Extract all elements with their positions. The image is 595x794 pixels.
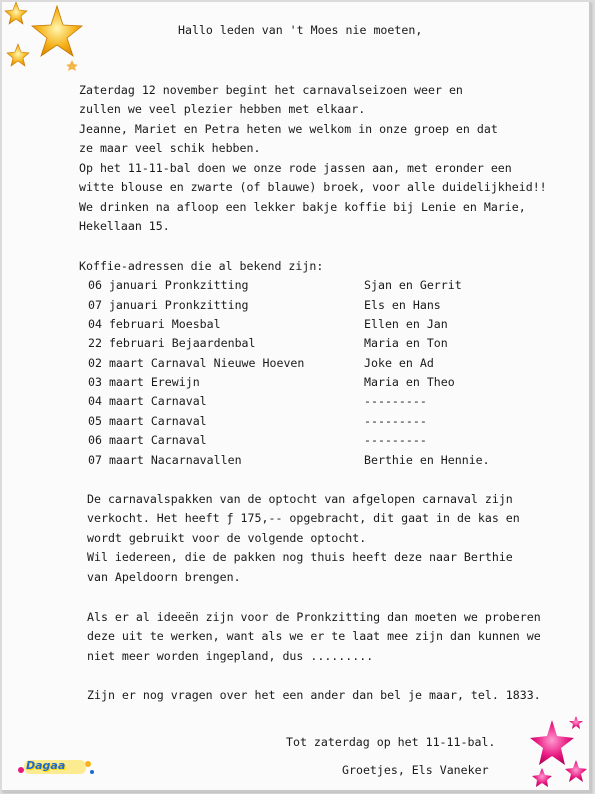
- text-line: niet meer worden ingepland, dus .........: [87, 649, 374, 663]
- star-icon: [7, 44, 29, 66]
- schedule-event: 22 februari Bejaardenbal: [88, 336, 256, 350]
- text-line: witte blouse en zwarte (of blauwe) broek, voor alle duidelijkheid!!: [79, 180, 547, 194]
- star-icon: [32, 6, 82, 56]
- site-logo: [16, 756, 96, 778]
- text-line: verkocht. Het heeft ƒ 175,-- opgebracht, dit gaat in de kas en: [87, 511, 520, 525]
- gold-stars-decoration: [2, 2, 95, 80]
- schedule-event: 04 februari Moesbal: [88, 317, 221, 331]
- letter-page: [2, 2, 591, 792]
- schedule-event: 07 januari Pronkzitting: [88, 298, 249, 312]
- schedule-host: Joke en Ad: [364, 356, 434, 370]
- star-icon: [5, 2, 27, 24]
- text-line: Op het 11-11-bal doen we onze rode jassen aan, met eronder een: [79, 161, 512, 175]
- text-line: Zaterdag 12 november begint het carnavalseizoen weer en: [79, 83, 463, 97]
- text-line: zullen we veel plezier hebben met elkaar.: [79, 102, 366, 116]
- schedule-event: 02 maart Carnaval Nieuwe Hoeven: [88, 356, 305, 370]
- text-line: deze uit te werken, want als we er te laat mee zijn dan kunnen we: [87, 629, 541, 643]
- questions-line: Zijn er nog vragen over het een ander dan bel je maar, tel. 1833.: [87, 688, 541, 702]
- star-icon: [532, 768, 552, 787]
- text-line: ze maar veel schik hebben.: [79, 141, 261, 155]
- greeting: Hallo leden van 't Moes nie moeten,: [178, 23, 423, 37]
- star-icon: [569, 716, 583, 729]
- schedule-host: Els en Hans: [364, 298, 441, 312]
- star-icon: [565, 760, 587, 782]
- text-line: We drinken na afloop een lekker bakje koffie bij Lenie en Marie,: [79, 200, 526, 214]
- schedule-host: Maria en Theo: [364, 375, 455, 389]
- logo-text: Dagaa: [26, 759, 66, 772]
- schedule-host: Maria en Ton: [364, 336, 448, 350]
- schedule-host: ---------: [364, 433, 427, 447]
- text-line: De carnavalspakken van de optocht van afgelopen carnaval zijn: [87, 492, 513, 506]
- text-line: Wil iedereen, die de pakken nog thuis heeft deze naar Berthie: [87, 550, 513, 564]
- schedule-event: 03 maart Erewijn: [88, 375, 200, 389]
- star-icon: [66, 60, 78, 71]
- schedule-event: 06 maart Carnaval: [88, 433, 207, 447]
- schedule-host: ---------: [364, 394, 427, 408]
- schedule-event: 06 januari Pronkzitting: [88, 278, 249, 292]
- star-icon: [530, 720, 574, 765]
- schedule-host: Sjan en Gerrit: [364, 278, 462, 292]
- text-line: Als er al ideeën zijn voor de Pronkzitting dan moeten we proberen: [87, 610, 541, 624]
- schedule-event: 07 maart Nacarnavallen: [88, 453, 242, 467]
- schedule-host: Berthie en Hennie.: [364, 453, 490, 467]
- schedule-host: ---------: [364, 414, 427, 428]
- text-line: wordt gebruikt voor de volgende optocht.: [87, 531, 367, 545]
- list-title: Koffie-adressen die al bekend zijn:: [79, 259, 324, 273]
- schedule-event: 05 maart Carnaval: [88, 414, 207, 428]
- text-line: van Apeldoorn brengen.: [87, 570, 241, 584]
- schedule-host: Ellen en Jan: [364, 317, 448, 331]
- signature: Groetjes, Els Vaneker: [342, 763, 489, 777]
- pink-stars-decoration: [520, 714, 590, 790]
- closing-line: Tot zaterdag op het 11-11-bal.: [286, 735, 496, 749]
- text-line: Hekellaan 15.: [79, 219, 170, 233]
- text-line: Jeanne, Mariet en Petra heten we welkom in onze groep en dat: [79, 122, 498, 136]
- schedule-event: 04 maart Carnaval: [88, 394, 207, 408]
